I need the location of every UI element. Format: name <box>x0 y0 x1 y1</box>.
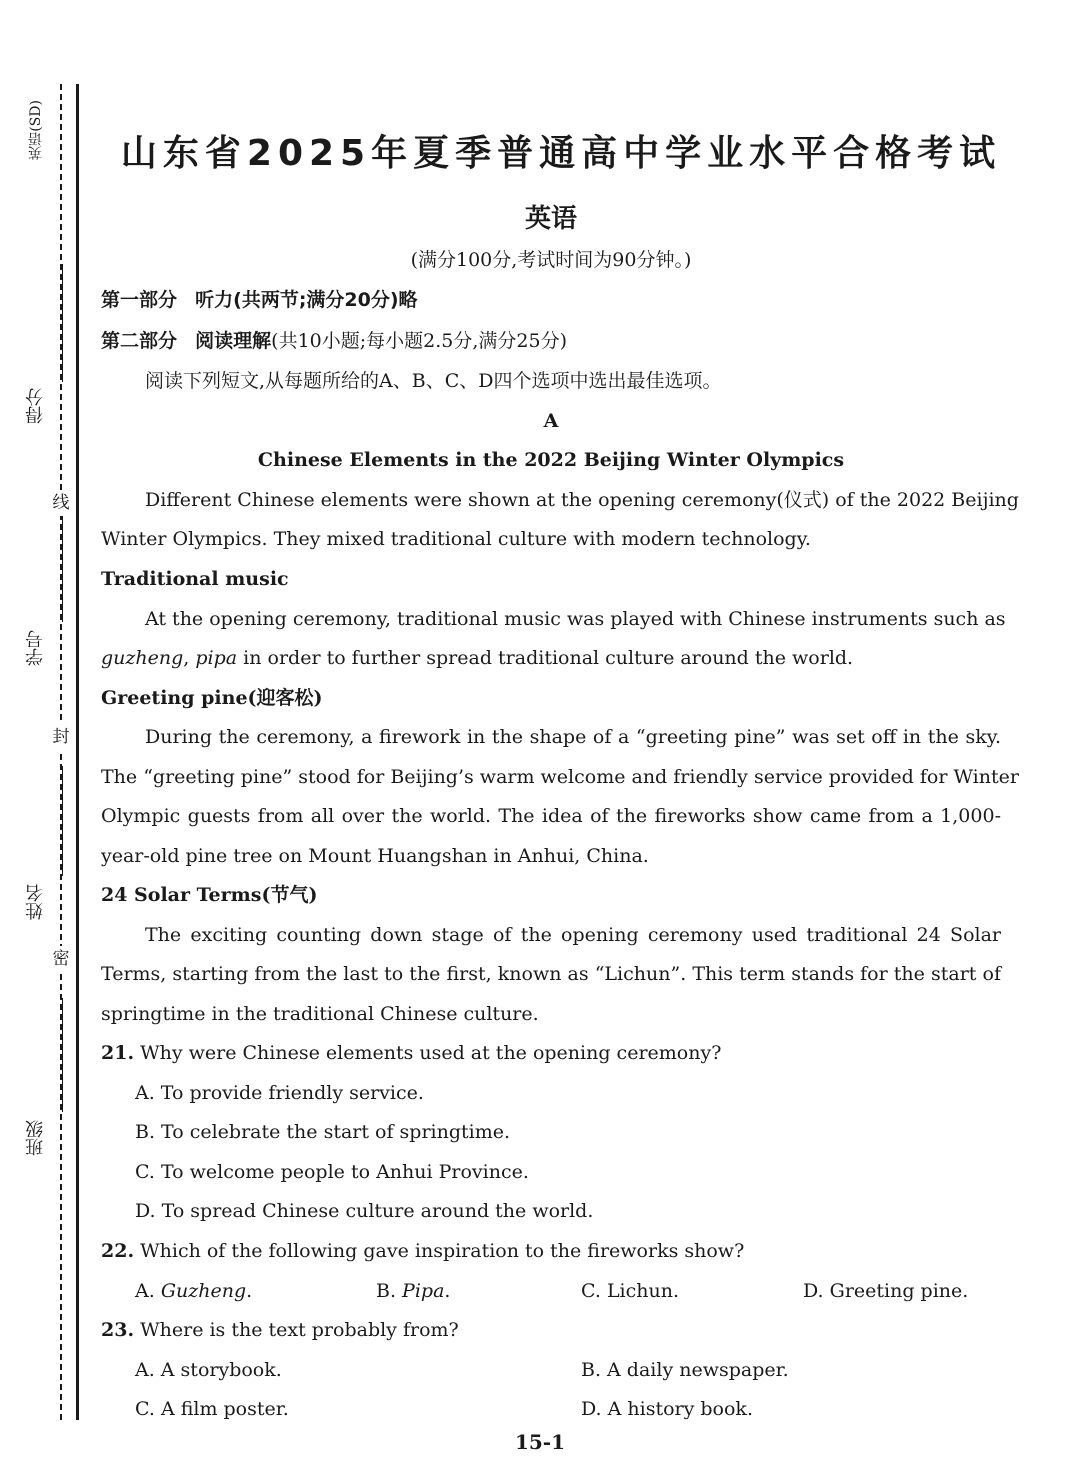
page-number: 15-1 <box>514 1430 566 1454</box>
passage-letter: A <box>543 410 559 432</box>
student-id-label: 学号 <box>25 630 46 666</box>
cut-word-seal: 封 <box>51 724 71 750</box>
intro-line-2: Winter Olympics. They mixed traditional culture with modern technology. <box>101 528 811 550</box>
class-label: 班级 <box>25 1120 46 1156</box>
student-id-rule <box>62 500 63 622</box>
q21-option-b[interactable]: B. To celebrate the start of springtime. <box>135 1121 511 1143</box>
score-field <box>22 388 50 424</box>
name-rule <box>62 766 63 876</box>
score-label: 得分 <box>25 388 46 424</box>
section-heading-music: Traditional music <box>101 568 289 590</box>
part1-text: 听力(共两节;满分20分)略 <box>195 289 418 311</box>
q23-option-c[interactable]: C. A film poster. <box>135 1398 289 1420</box>
binding-margin <box>0 0 100 1472</box>
margin-solid-line <box>76 84 79 1420</box>
subject-code: 英语(SD) <box>28 100 44 160</box>
q23-option-d[interactable]: D. A history book. <box>581 1398 753 1420</box>
class-rule <box>62 998 63 1112</box>
q21-stem: Why were Chinese elements used at the opening ceremony? <box>134 1042 722 1064</box>
class-field <box>22 1120 50 1156</box>
passage-title: Chinese Elements in the 2022 Beijing Winter Olympics <box>257 449 845 471</box>
q22-number: 22. <box>101 1240 135 1262</box>
solar-line-1: The exciting counting down stage of the opening ceremony used traditional 24 Solar <box>145 924 1001 946</box>
q22-option-a[interactable]: A. Guzheng. <box>135 1280 253 1302</box>
exam-title: 山东省2025年夏季普通高中学业水平合格考试 <box>120 133 1002 174</box>
part2-text: (共10小题;每小题2.5分,满分25分) <box>271 330 567 352</box>
instruction: 阅读下列短文,从每题所给的A、B、C、D四个选项中选出最佳选项。 <box>145 370 722 392</box>
exam-note: (满分100分,考试时间为90分钟。) <box>410 249 692 271</box>
music-line-2-rest: in order to further spread traditional culture around the world. <box>237 647 854 669</box>
music-line-1: At the opening ceremony, traditional music was played with Chinese instruments such as <box>145 608 1006 630</box>
part1-line <box>101 287 1001 313</box>
q23-stem: Where is the text probably from? <box>134 1319 459 1341</box>
question-23 <box>101 1317 1001 1343</box>
section-heading-pine: Greeting pine(迎客松) <box>101 687 323 709</box>
q23-option-a[interactable]: A. A storybook. <box>135 1359 282 1381</box>
student-id-field <box>22 630 50 666</box>
pine-line-2: The “greeting pine” stood for Beijing’s warm welcome and friendly service provided for Winter <box>101 766 1019 788</box>
intro-line-1: Different Chinese elements were shown at the opening ceremony(仪式) of the 2022 Beijing <box>145 489 1019 511</box>
cut-word-secret: 密 <box>51 946 71 972</box>
section-heading-solar-terms: 24 Solar Terms(节气) <box>101 884 318 906</box>
q21-number: 21. <box>101 1042 135 1064</box>
q22-option-c[interactable]: C. Lichun. <box>581 1280 680 1302</box>
question-22 <box>101 1238 1001 1264</box>
pipa-term: pipa <box>195 647 238 669</box>
pine-line-4: year-old pine tree on Mount Huangshan in Anhui, China. <box>101 845 649 867</box>
cut-word-line: 线 <box>51 490 71 516</box>
pine-line-3: Olympic guests from all over the world. The idea of the fireworks show came from a 1,000- <box>101 805 1001 827</box>
q23-option-b[interactable]: B. A daily newspaper. <box>581 1359 789 1381</box>
q22-option-b[interactable]: B. Pipa. <box>376 1280 451 1302</box>
pine-line-1: During the ceremony, a firework in the shape of a “greeting pine” was set off in the sky. <box>145 726 1001 748</box>
music-line-2 <box>101 645 1001 671</box>
name-label: 姓名 <box>25 884 46 920</box>
part2-line <box>101 328 1001 354</box>
term-separator: , <box>183 647 196 669</box>
exam-subject: 英语 <box>524 204 577 234</box>
score-rule <box>62 264 63 382</box>
solar-line-3: springtime in the traditional Chinese culture. <box>101 1003 539 1025</box>
q22-stem: Which of the following gave inspiration to the fireworks show? <box>134 1240 745 1262</box>
q21-option-a[interactable]: A. To provide friendly service. <box>135 1082 424 1104</box>
name-field <box>22 884 50 920</box>
part1-label: 第一部分 <box>101 289 178 311</box>
guzheng-term: guzheng <box>101 647 184 669</box>
q22-option-d[interactable]: D. Greeting pine. <box>803 1280 969 1302</box>
q23-number: 23. <box>101 1319 135 1341</box>
solar-line-2: Terms, starting from the last to the first, known as “Lichun”. This term stands for the start of <box>101 963 1001 985</box>
part2-title: 阅读理解 <box>195 330 272 352</box>
q21-option-c[interactable]: C. To welcome people to Anhui Province. <box>135 1161 529 1183</box>
part2-label: 第二部分 <box>101 330 178 352</box>
question-21 <box>101 1040 1001 1066</box>
q21-option-d[interactable]: D. To spread Chinese culture around the world. <box>135 1200 594 1222</box>
